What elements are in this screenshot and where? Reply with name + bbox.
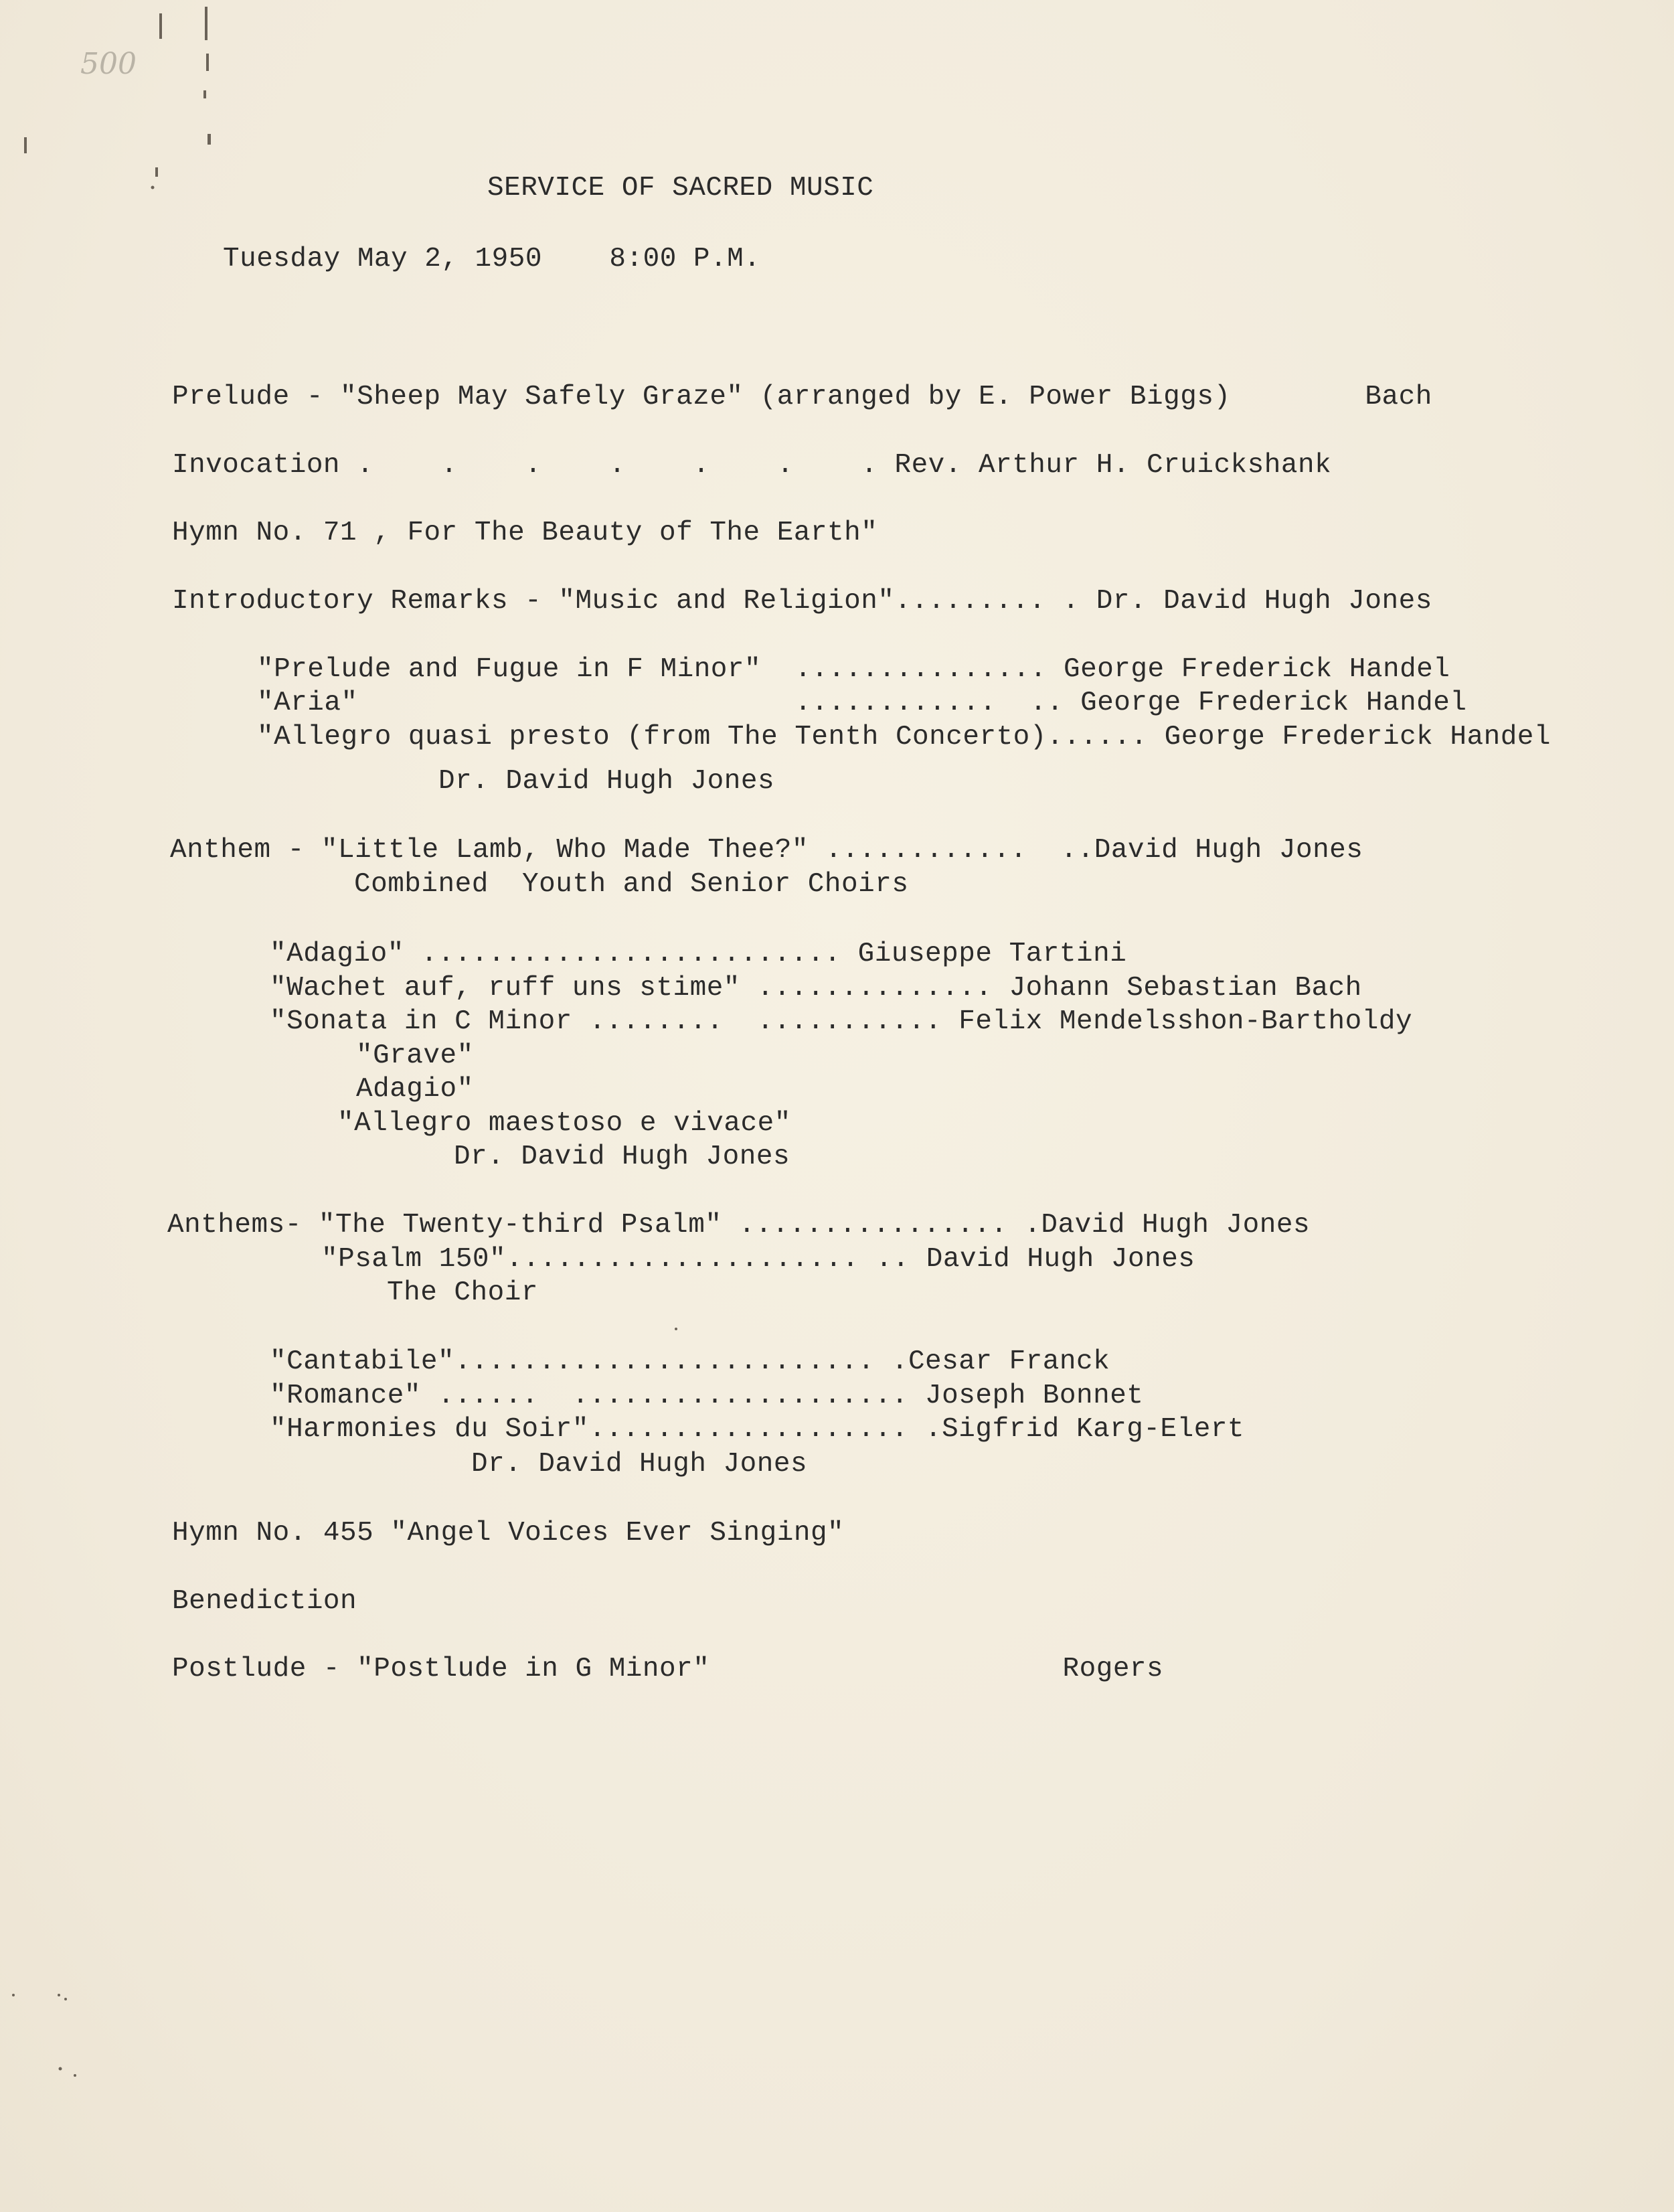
choirs-line: Combined Youth and Senior Choirs bbox=[354, 869, 909, 900]
bonnet-romance-line: "Romance" ...... .................... Joseph Bonnet bbox=[270, 1380, 1144, 1411]
mendelssohn-sonata-line: "Sonata in C Minor ........ ........... Felix Mendelsshon-Bartholdy bbox=[270, 1006, 1413, 1037]
performer-line: Dr. David Hugh Jones bbox=[471, 1449, 808, 1480]
benediction-line: Benediction bbox=[172, 1586, 357, 1617]
bach-wachet-line: "Wachet auf, ruff uns stime" .............. Johann Sebastian Bach bbox=[270, 973, 1362, 1004]
date-line: Tuesday May 2, 1950 8:00 P.M. bbox=[223, 244, 761, 274]
karg-elert-harmonies-line: "Harmonies du Soir"................... .Sigfrid Karg-Elert bbox=[270, 1414, 1245, 1445]
introductory-remarks-line: Introductory Remarks - "Music and Religion"......... . Dr. David Hugh Jones bbox=[172, 586, 1432, 617]
handel-prelude-fugue-line: "Prelude and Fugue in F Minor" ............... George Frederick Handel bbox=[257, 654, 1450, 685]
anthems-twenty-third-psalm-line: Anthems- "The Twenty-third Psalm" ................ .David Hugh Jones bbox=[167, 1210, 1311, 1241]
handel-aria-line: "Aria" ............ .. George Frederick Handel bbox=[257, 688, 1467, 718]
psalm-150-line: "Psalm 150"..................... .. David Hugh Jones bbox=[321, 1244, 1195, 1275]
hymn-71-line: Hymn No. 71 , For The Beauty of The Earth" bbox=[172, 518, 878, 548]
anthem-little-lamb-line: Anthem - "Little Lamb, Who Made Thee?" ............ ..David Hugh Jones bbox=[170, 835, 1363, 866]
movement-allegro: "Allegro maestoso e vivace" bbox=[337, 1108, 791, 1139]
choir-line: The Choir bbox=[387, 1277, 538, 1308]
postlude-line: Postlude - "Postlude in G Minor" Rogers bbox=[172, 1654, 1164, 1684]
tartini-adagio-line: "Adagio" ......................... Giuseppe Tartini bbox=[270, 939, 1127, 969]
movement-adagio: Adagio" bbox=[356, 1074, 474, 1105]
movement-grave: "Grave" bbox=[356, 1040, 474, 1071]
franck-cantabile-line: "Cantabile"......................... .Cesar Franck bbox=[270, 1346, 1110, 1377]
hymn-455-line: Hymn No. 455 "Angel Voices Ever Singing" bbox=[172, 1518, 845, 1549]
prelude-line: Prelude - "Sheep May Safely Graze" (arranged by E. Power Biggs) Bach bbox=[172, 382, 1432, 412]
invocation-line: Invocation . . . . . . . Rev. Arthur H. Cruickshank bbox=[172, 450, 1332, 481]
page-title: SERVICE OF SACRED MUSIC bbox=[487, 173, 874, 204]
pencil-mark: 500 bbox=[80, 47, 137, 81]
performer-line: Dr. David Hugh Jones bbox=[438, 766, 775, 797]
handel-allegro-line: "Allegro quasi presto (from The Tenth Concerto)...... George Frederick Handel bbox=[257, 722, 1552, 753]
performer-line: Dr. David Hugh Jones bbox=[454, 1141, 790, 1172]
